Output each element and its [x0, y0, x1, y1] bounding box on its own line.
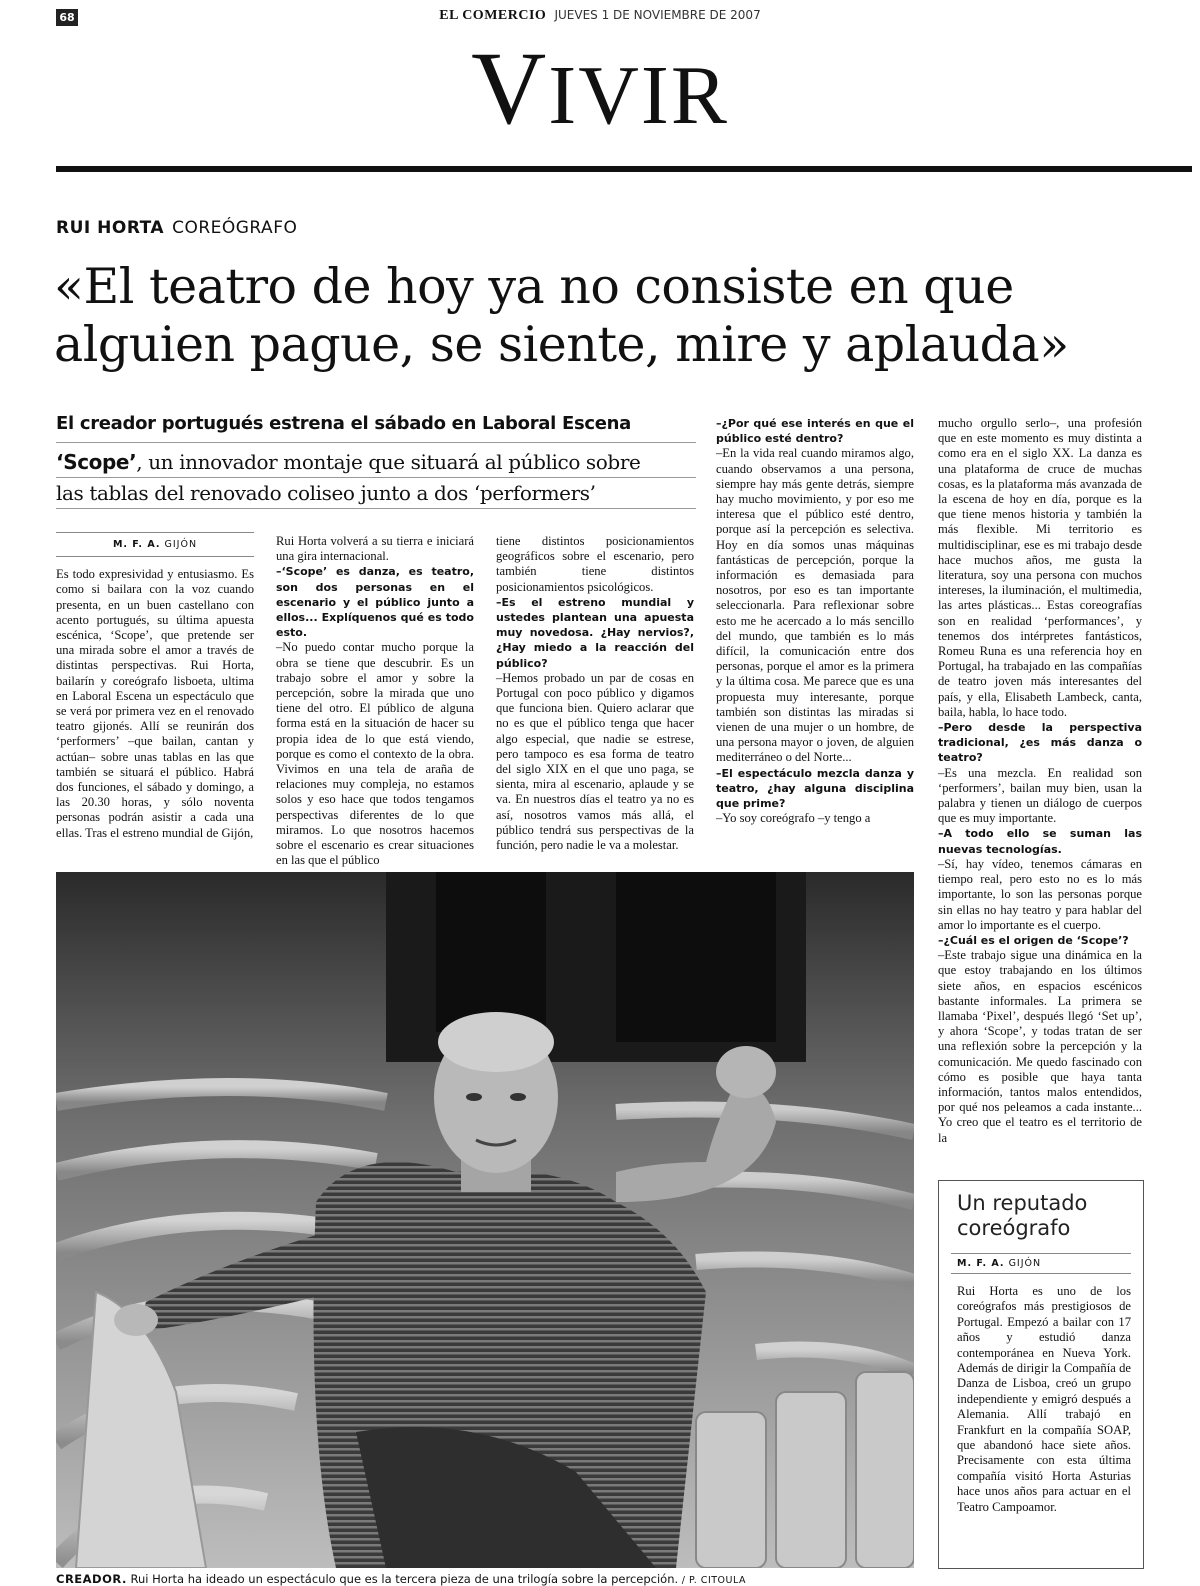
deck-line-1: El creador portugués estrena el sábado en Laboral Escena — [56, 412, 696, 443]
interview-answer: –Este trabajo sigue una dinámica en la que estoy trabajando en los últimos siete años, en espacios escénicos bastante informales. La primera se llamaba ‘Pixel’, después llegó ‘Set up’, y ahora ‘Scope’, y todas tratan de ser una reflexión sobre la percepción y la comunicación. Me quedo fascinado con cómo es posible que haya tanta información, tantos malos entendidos, por qué nos peleamos a cada instante... Yo creo que el teatro es el territorio de la — [938, 948, 1142, 1145]
interview-answer: –No puedo contar mucho porque la obra se tiene que descubrir. Es un trabajo sobre el amor y sobre la percepción, sobre la mirada que uno tiene del otro. El público de alguna forma está en la situación de hacer su propia idea de lo que está viendo, porque es como el contexto de la obra. Vivimos en una tela de araña de relaciones muy compleja, no estamos solos y eso hace que todos tengamos perspectivas diferentes de lo que miramos. Lo que nosotros hacemos sobre el escenario es crear situaciones en las que el público — [276, 640, 474, 868]
sidebar-body: Rui Horta es uno de los coreógrafos más prestigiosos de Portugal. Empezó a bailar con 17 años y estudió danza contemporánea en Nueva York. Además de dirigir la Compañía de Danza de Lisboa, creó un grupo independiente y emigró después a Alemania. Allí trabajó en Frankfurt en la compañía SOAP, que abandonó hace siete años. Precisamente con esta última compañía visitó Horta Asturias hace unos años para actuar en el Teatro Campoamor. — [957, 1284, 1131, 1514]
article-paragraph: Es todo expresividad y entusiasmo. Es como si bailara con la voz cuando presenta, en un buen castellano con acento portugués, su última apuesta escénica, ‘Scope’, que pretende ser una mirada sobre el amor a través de distintas perspectivas. Rui Horta, bailarín y coreógrafo lisboeta, ultima en Laboral Escena un espectáculo que se verá por primera vez en el renovado teatro gijonés. Allí se reunirán dos ‘performers’ –que bailan, cantan y actúan– sobre unas tablas en las que también se situará el público. Habrá dos funciones, el sábado y domingo, a las 20.30 horas, y sólo noventa personas podrán asistir a cada una ellas. Tras el estreno mundial de Gijón, — [56, 567, 254, 840]
interview-answer: –Hemos probado un par de cosas en Portugal con poco público y digamos que funciona bien. Quiero aclarar que no es que el público tenga que hacer algo especial, que nadie se estrese, pero tampoco es esa forma de teatro del siglo XIX en el que uno paga, se sienta, mira al escenario, aplaude y se va. En nuestros días el teatro ya no es así, nosotros vamos más allá, el público tendrá sus perspectivas de la función, pero nadie le va a molestar. — [496, 670, 694, 853]
section-title-rest: IVIR — [548, 49, 729, 142]
section-title — [0, 31, 1200, 151]
deck-bold: ‘Scope’ — [56, 450, 137, 474]
sidebar-title — [957, 1191, 1143, 1241]
byline-place: GIJÓN — [164, 539, 198, 550]
interview-answer: –Yo soy coreógrafo –y tengo a — [716, 811, 871, 826]
interview-question: –A todo ello se suman las nuevas tecnologías. — [938, 827, 1142, 856]
headline — [54, 258, 1154, 374]
section-title-first: V — [471, 31, 549, 146]
interview-question: –Pero desde la perspectiva tradicional, ¿es más danza o teatro? — [938, 721, 1142, 765]
interview-question: –‘Scope’ es danza, es teatro, son dos personas en el escenario y el público junto a ellos... Explíquenos qué es todo esto. — [276, 565, 474, 640]
interview-question: –¿Cuál es el origen de ‘Scope’? — [938, 933, 1129, 947]
photo-credit: / P. CITOULA — [681, 1575, 746, 1586]
publication-date: JUEVES 1 DE NOVIEMBRE DE 2007 — [554, 8, 761, 22]
interview-answer: –Sí, hay vídeo, tenemos cámaras en tiempo real, pero esto no es lo más importante, lo son las personas porque sin ellas no hay teatro y para hablar del amor lo importante es el cuerpo. — [938, 856, 1142, 932]
photo-caption — [56, 1572, 746, 1586]
article-byline — [56, 532, 254, 557]
article-column-4 — [716, 416, 914, 826]
article-photo — [56, 872, 914, 1568]
kicker-name: RUI HORTA — [56, 218, 165, 238]
masthead — [0, 8, 1200, 24]
article-paragraph: tiene distintos posicionamientos geográficos sobre el escenario, pero también tiene distintos posicionamientos psicológicos. — [496, 534, 694, 594]
article-column-1 — [56, 532, 254, 841]
section-rule — [56, 166, 1192, 172]
publication-name: EL COMERCIO — [439, 8, 547, 23]
interview-question: –El espectáculo mezcla danza y teatro, ¿hay alguna disciplina que prime? — [716, 766, 914, 811]
interview-answer: –Es una mezcla. En realidad son ‘performers’, bailan muy bien, usan la palabra y tienen un diálogo de cuerpos que es muy importante. — [938, 765, 1142, 826]
interview-question: –Es el estreno mundial y ustedes plantean una apuesta muy novedosa. ¿Hay nervios?, ¿Hay miedo a la reacción del público? — [496, 595, 694, 670]
deck-line-3: las tablas del renovado coliseo junto a dos ‘performers’ — [56, 478, 696, 509]
kicker-role: COREÓGRAFO — [172, 218, 298, 238]
kicker — [56, 218, 297, 238]
sidebar-box — [938, 1180, 1144, 1569]
page-number: 68 — [56, 9, 78, 26]
sidebar-byline-place: GIJÓN — [1008, 1258, 1042, 1269]
sidebar-title-line-2: coreógrafo — [957, 1216, 1071, 1240]
caption-label: CREADOR. — [56, 1572, 127, 1586]
interview-question: –¿Por qué ese interés en que el público esté dentro? — [716, 417, 914, 446]
article-column-5 — [938, 416, 1142, 1146]
sidebar-byline — [951, 1253, 1131, 1274]
headline-line-1: «El teatro de hoy ya no consiste en que — [54, 258, 1014, 315]
deck — [56, 412, 696, 509]
deck-line-2 — [56, 447, 696, 478]
caption-text: Rui Horta ha ideado un espectáculo que es la tercera pieza de una trilogía sobre la percepción. — [130, 1572, 679, 1586]
interview-answer: mucho orgullo serlo–, una profesión que en este momento es muy distinta a como era en el siglo XX. La danza es una plataforma de cruce de muchas cosas, es la plataforma más avanzada de la escena de hoy en día, porque es la que tiene menos historia y también la más flexible. Mi territorio es multidisciplinar, ese es mi trabajo desde hace muchos años, me gusta la literatura, soy una persona con muchos intereses, la iluminación, el multimedia, las artes plásticas... Estas coreografías son en realidad ‘performances’, y tenemos dos intérpretes fantásticos, Romeu Runa es una referencia hoy en Portugal, ha trabajado en las compañías de teatro joven más interesantes del país, y ella, Elisabeth Lambeck, canta, baila, habla, lo hace todo. — [938, 416, 1142, 719]
article-column-3 — [496, 534, 694, 853]
deck-body — [56, 443, 696, 509]
sidebar-byline-name: M. F. A. — [957, 1258, 1005, 1269]
article-paragraph: Rui Horta volverá a su tierra e iniciará una gira internacional. — [276, 534, 474, 564]
byline-name: M. F. A. — [112, 539, 161, 550]
sidebar-title-line-1: Un reputado — [957, 1191, 1088, 1215]
photo-image — [56, 872, 914, 1568]
article-column-2 — [276, 534, 474, 868]
headline-line-2: alguien pague, se siente, mire y aplauda» — [54, 316, 1069, 373]
interview-answer: –En la vida real cuando miramos algo, cuando observamos a una persona, siempre hay más gente detrás, siempre hay mucho movimiento, y por eso me interesa que el público esté dentro, porque así la percepción es selectiva. Hoy en día somos unas máquinas fantásticas de percepción, porque la información es demasiada para nosotros, por eso es tan importante seleccionarla. Para reflexionar sobre esto me he acercado a lo más sencillo del mundo, que también es lo más difícil, la comunicación entre dos personas, porque el amor es la primera y la última cosa. Me parece que es una propuesta muy interesante, porque también son distintas las miradas si vienen de una mujer o un hombre, de una persona mayor o joven, de alguien mediterráneo o del Norte... — [716, 446, 914, 765]
deck-line-2-rest: , un innovador montaje que situará al público sobre — [136, 450, 641, 474]
